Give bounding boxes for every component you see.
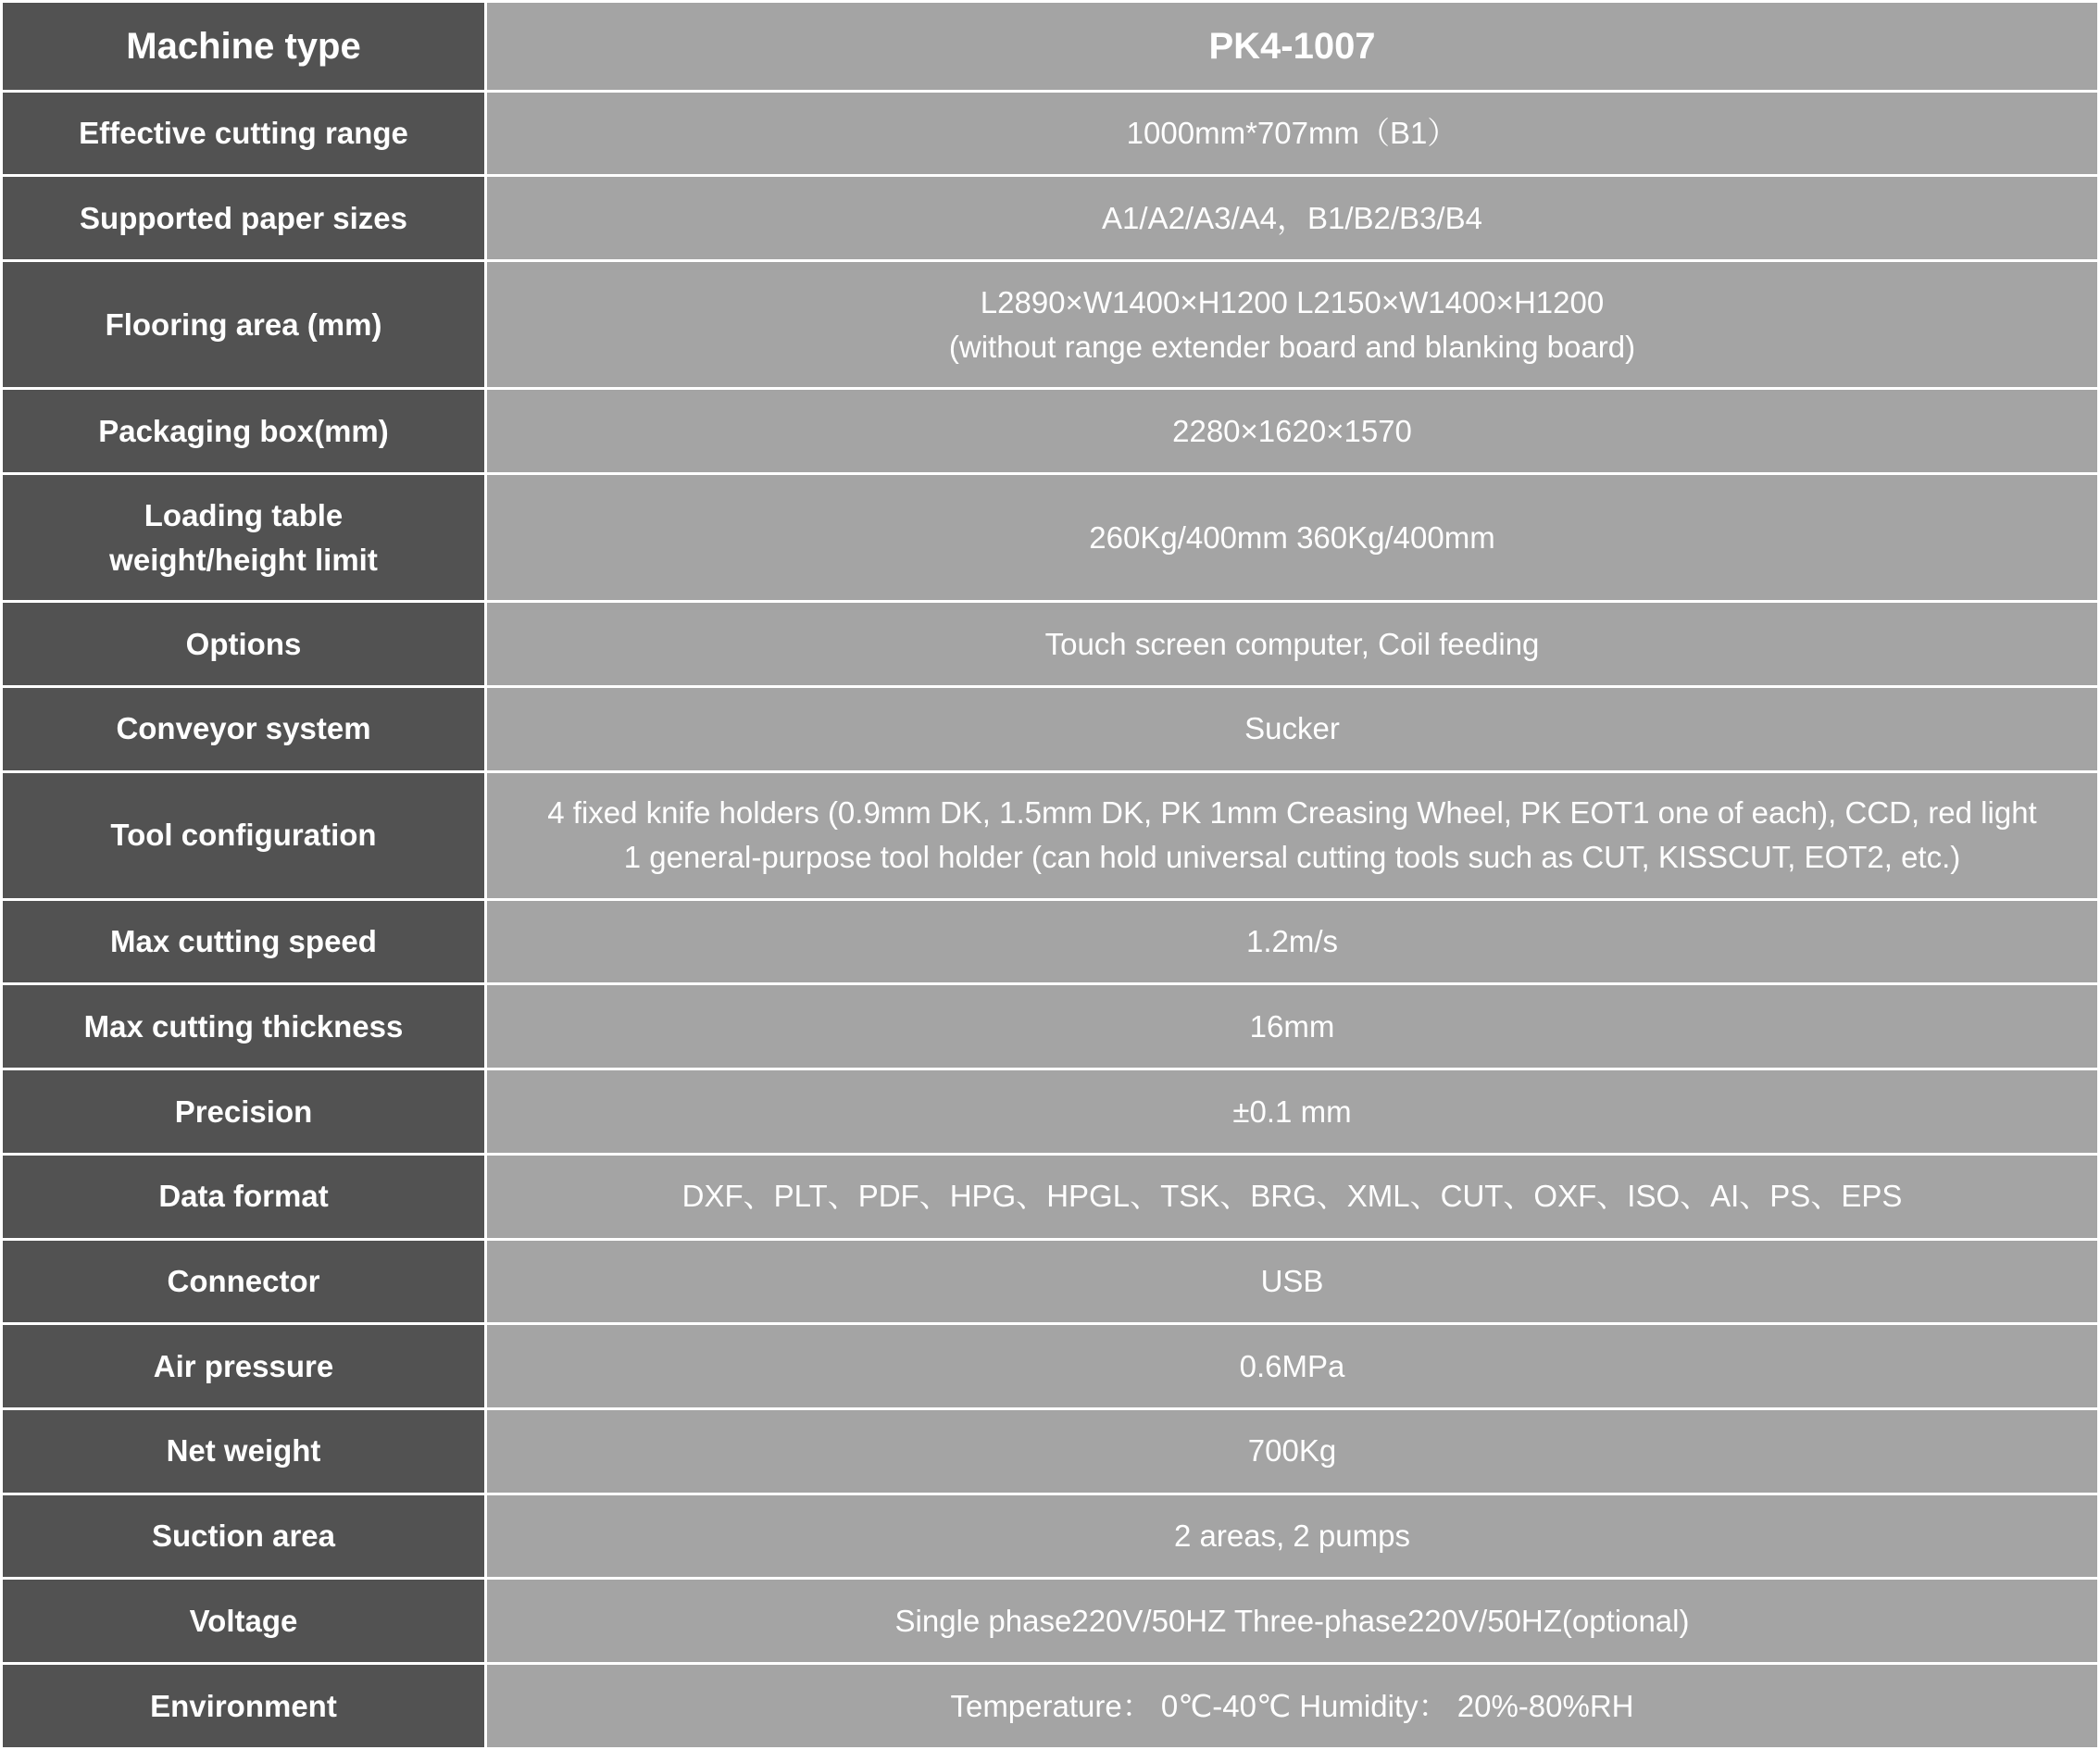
row-label-cell [2,1154,486,1239]
row-value-cell [486,91,2099,176]
row-value-cell [486,389,2099,474]
row-value-cell [486,899,2099,984]
row-label: Tool configuration [110,818,377,853]
row-value-cell [486,1239,2099,1324]
row-label-cell [2,899,486,984]
row-value-cell [486,1494,2099,1579]
table-row [2,1664,2099,1749]
header-label: Machine type [126,25,361,67]
table-row [2,1324,2099,1409]
row-value: L2890×W1400×H1200 L2150×W1400×H1200 [980,284,1605,319]
row-value-cell [486,1664,2099,1749]
row-value: 1 general-purpose tool holder (can hold universal cutting tools such as CUT, KISSCUT, EOT2, etc.) [623,840,1961,875]
table-row [2,176,2099,261]
table-row [2,984,2099,1069]
table-row [2,1069,2099,1155]
row-value-cell [486,1069,2099,1155]
table-row [2,771,2099,899]
table-header-row [2,2,2099,92]
row-value-cell [486,686,2099,771]
row-value: Touch screen computer, Coil feeding [1044,626,1540,661]
row-value: 16mm [1249,1008,1335,1044]
row-label-cell [2,1579,486,1664]
row-label: Max cutting speed [110,924,377,959]
row-value: 260Kg/400mm 360Kg/400mm [1089,519,1495,555]
row-label: Net weight [166,1433,321,1469]
row-label-cell [2,686,486,771]
row-value-cell [486,261,2099,389]
row-value-cell [486,1408,2099,1494]
row-label-cell [2,176,486,261]
table-row [2,1154,2099,1239]
row-label: Environment [150,1688,337,1723]
row-label-cell [2,1494,486,1579]
table-row [2,474,2099,602]
row-value: USB [1260,1263,1324,1298]
row-value: ±0.1 mm [1232,1094,1352,1129]
row-label-cell [2,771,486,899]
row-value: Sucker [1244,711,1340,746]
table-row [2,1494,2099,1579]
table-row [2,686,2099,771]
row-label-cell [2,1069,486,1155]
row-label: Voltage [189,1603,298,1638]
row-label: Flooring area (mm) [105,306,382,342]
row-label-cell [2,1664,486,1749]
table-row [2,899,2099,984]
row-value: Temperature： 0℃-40℃ Humidity： 20%-80%RH [950,1688,1634,1723]
row-value: DXF、PLT、PDF、HPG、HPGL、TSK、BRG、XML、CUT、OXF、ISO、AI、PS、EPS [681,1179,1903,1214]
row-label-cell [2,91,486,176]
row-label: Effective cutting range [79,116,408,151]
row-value-cell [486,771,2099,899]
row-label-cell [2,261,486,389]
row-label: Supported paper sizes [80,200,407,235]
table-row [2,1408,2099,1494]
table-row [2,261,2099,389]
row-label: Connector [167,1263,320,1298]
row-value: (without range extender board and blanking board) [948,329,1636,364]
table-row [2,389,2099,474]
row-value: Single phase220V/50HZ Three-phase220V/50HZ(optional) [894,1603,1690,1638]
header-value: PK4-1007 [1208,25,1376,67]
row-value-cell [486,176,2099,261]
row-label: Conveyor system [116,711,371,746]
row-value: 1.2m/s [1245,924,1339,959]
row-value: A1/A2/A3/A4，B1/B2/B3/B4 [1102,200,1482,235]
table-row [2,1579,2099,1664]
row-value: 4 fixed knife holders (0.9mm DK, 1.5mm DK, PK 1mm Creasing Wheel, PK EOT1 one of each), CCD, red light [547,795,2037,831]
row-value-cell [486,984,2099,1069]
table-row [2,1239,2099,1324]
row-label: Precision [174,1094,313,1129]
row-value: 700Kg [1247,1433,1337,1469]
row-value: 1000mm*707mm（B1） [1126,116,1458,151]
row-label: weight/height limit [109,542,378,577]
row-value-cell [486,1579,2099,1664]
row-label-cell [2,474,486,602]
row-label-cell [2,1324,486,1409]
row-value-cell [486,1154,2099,1239]
row-value: 0.6MPa [1239,1348,1345,1383]
row-label: Data format [158,1179,329,1214]
header-value-cell [486,2,2099,92]
row-label-cell [2,984,486,1069]
header-label-cell [2,2,486,92]
row-label-cell [2,602,486,687]
row-value-cell [486,602,2099,687]
row-value-cell [486,474,2099,602]
row-label: Max cutting thickness [83,1008,404,1044]
row-label-cell [2,1408,486,1494]
row-label: Suction area [151,1519,336,1554]
row-label: Packaging box(mm) [98,413,389,448]
row-label-cell [2,1239,486,1324]
row-value: 2280×1620×1570 [1172,413,1412,448]
table-row [2,91,2099,176]
row-value-cell [486,1324,2099,1409]
table-row [2,602,2099,687]
row-label: Options [185,626,302,661]
row-label: Air pressure [153,1348,334,1383]
row-label: Loading table [144,497,344,532]
row-label-cell [2,389,486,474]
row-value: 2 areas, 2 pumps [1174,1519,1410,1554]
